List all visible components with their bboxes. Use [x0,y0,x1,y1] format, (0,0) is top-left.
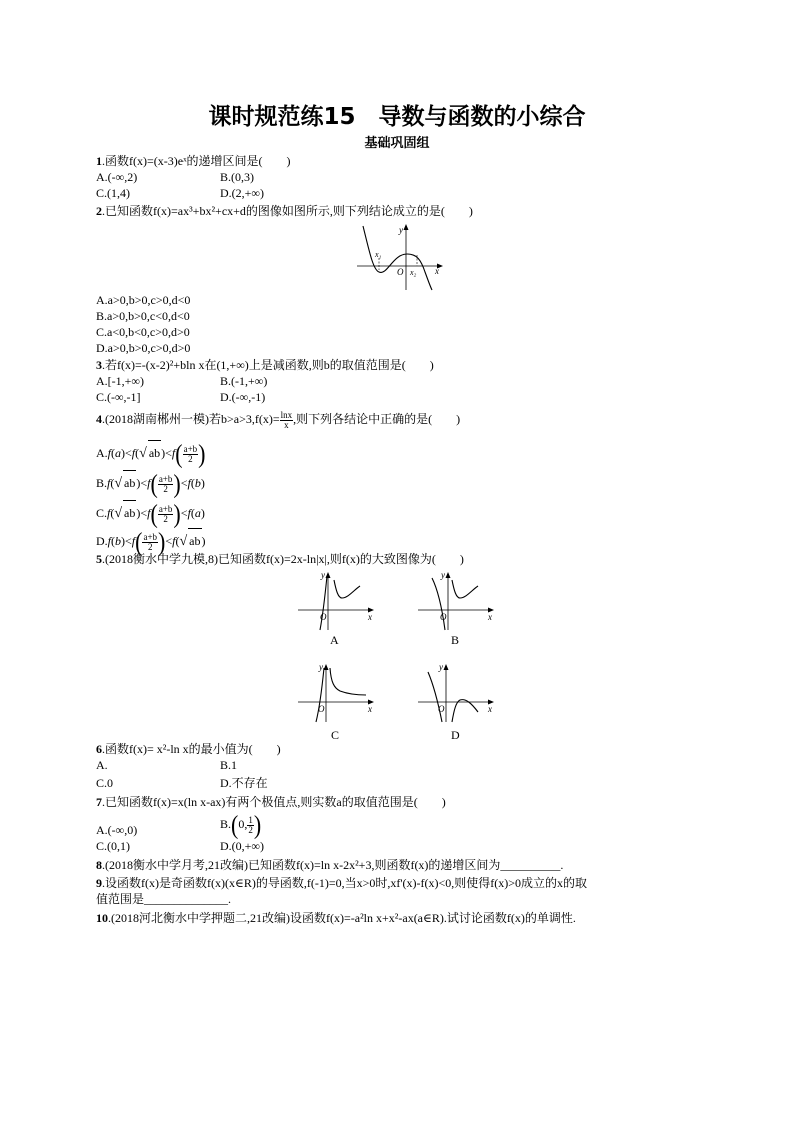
page-title: 课时规范练15 导数与函数的小综合 [208,104,586,130]
q6-option-a: A. [96,758,108,772]
axis-label-y: y [321,570,325,580]
fraction-lnx-over-x [280,411,294,430]
question-text: .若f(x)=-(x-2)²+bln x在(1,+∞)上是减函数,则b的取值范围是( ) [102,358,434,372]
question-7-stem [96,794,446,810]
question-6-stem [96,741,281,757]
graph-option-a [296,568,378,632]
question-text: .(2018衡水中学月考,21改编)已知函数f(x)=ln x-2x²+3,则函数f(x)的递增区间为__________. [102,858,564,872]
question-text: .函数f(x)= x²-ln x的最小值为( ) [102,742,281,756]
fraction-one-half: $\frac{1}{2}$ [248,814,253,835]
axis-label-y: y [399,225,403,235]
denominator: x [284,419,289,430]
q4-option-a: A.f(a)<f(√ ab)<f( $\frac{a+b}{2}$ ) [96,438,206,469]
q7-option-a: A.(-∞,0) [96,823,138,837]
x2-label: x₂ [410,268,417,277]
q3-option-b: B.(-1,+∞) [220,374,268,388]
q2-option-b: B.a>0,b>0,c<0,d<0 [96,309,190,323]
question-number: 5 [96,552,102,566]
option-label: B. [96,476,108,490]
question-10-stem [96,910,576,926]
q1-option-b: B.(0,3) [220,170,254,184]
question-text: .已知函数f(x)=x(ln x-ax)有两个极值点,则实数a的取值范围是( ) [102,795,446,809]
question-1-stem [96,153,291,169]
origin-label: O [440,612,447,622]
q4-option-c: C.f(√ ab)<f( $\frac{a+b}{2}$ )<f(a) [96,498,205,529]
question-text-end: ,则下列各结论中正确的是( ) [293,412,461,426]
axis-label-x: x [488,612,492,622]
sqrt-ab: ab [123,470,136,495]
question-4-stem [96,408,460,430]
sqrt-ab: ab [188,528,201,553]
question-number: 10 [96,911,108,925]
axis-label-y: y [319,662,323,672]
option-label: D. [96,534,108,548]
question-9-line2: 值范围是______________. [96,892,232,906]
graph-label-c: C [331,728,340,742]
axis-label-y: y [441,570,445,580]
graph-option-b [416,568,498,632]
graph-option-d [416,660,498,724]
q3-option-c: C.(-∞,-1] [96,390,141,404]
q7-option-b: B.(0, $\frac{1}{2}$ ) [220,809,262,840]
q6-option-c: C.0 [96,776,114,790]
question-number: 6 [96,742,102,756]
question-9-line1 [96,875,587,891]
origin-label: O [318,704,325,714]
question-number: 1 [96,154,102,168]
q7-option-d: D.(0,+∞) [220,839,264,853]
q2-option-a: A.a>0,b>0,c>0,d<0 [96,293,191,307]
sqrt-ab: ab [148,440,161,465]
q1-option-a: A.(-∞,2) [96,170,138,184]
question-2-stem [96,203,473,219]
q3-option-d: D.(-∞,-1) [220,390,266,404]
axis-label-y: y [439,662,443,672]
q4-option-b: B.f(√ ab)<f( $\frac{a+b}{2}$ )<f(b) [96,468,205,499]
option-label: A. [96,446,108,460]
q3-option-a: A.[-1,+∞) [96,374,144,388]
question-number: 7 [96,795,102,809]
q2-option-c: C.a<0,b<0,c>0,d>0 [96,325,190,339]
axis-label-x: x [435,266,439,276]
fraction-mean: $\frac{a+b}{2}$ [158,503,173,524]
q1-option-d: D.(2,+∞) [220,186,264,200]
question-number: 4 [96,412,102,426]
question-text: .设函数f(x)是奇函数f(x)(x∈R)的导函数,f(-1)=0,当x>0时,xf'(x)-f(x)<0,则使得f(x)>0成立的x的取 [102,876,588,890]
question-number: 3 [96,358,102,372]
axis-label-x: x [368,704,372,714]
question-text: .函数f(x)=(x-3)eˣ的递增区间是( ) [102,154,291,168]
question-number: 8 [96,858,102,872]
graph-label-a: A [330,633,339,647]
x1-label: x₁ [375,250,382,259]
question-3-stem [96,357,434,373]
q7-option-c: C.(0,1) [96,839,130,853]
origin-label: O [397,267,404,277]
question-5-stem [96,551,464,567]
fraction-mean: $\frac{a+b}{2}$ [143,531,158,552]
question-number: 2 [96,204,102,218]
origin-label: O [320,612,327,622]
sqrt-ab: ab [123,500,136,525]
q6-option-b: B.1 [220,758,238,772]
question-text: .(2018湖南郴州一模)若b>a>3,f(x)= [102,412,280,426]
graph-option-c [296,660,378,724]
interval-start: 0, [238,817,248,831]
numerator: lnx [280,409,293,420]
q4-option-d: D.f(b)<f( $\frac{a+b}{2}$ )<f(√ ab) [96,526,206,557]
graph-label-d: D [451,728,460,742]
q1-option-c: C.(1,4) [96,186,130,200]
option-label: C. [96,506,108,520]
question-text: .(2018河北衡水中学押题二,21改编)设函数f(x)=-a²ln x+x²-ax(a∈R).试讨论函数f(x)的单调性. [108,911,576,925]
q2-option-d: D.a>0,b>0,c>0,d>0 [96,341,191,355]
graph-label-b: B [451,633,460,647]
question-text: .已知函数f(x)=ax³+bx²+cx+d的图像如图所示,则下列结论成立的是( ) [102,204,473,218]
axis-label-x: x [488,704,492,714]
fraction-mean: $\frac{a+b}{2}$ [158,473,173,494]
origin-label: O [438,704,445,714]
option-label: B. [220,817,232,831]
axis-label-x: x [368,612,372,622]
q6-option-d: D.不存在 [220,776,268,790]
question-number: 9 [96,876,102,890]
section-subtitle: 基础巩固组 [364,136,430,151]
cubic-function-graph [355,220,445,292]
fraction-mean: $\frac{a+b}{2}$ [183,443,198,464]
question-8-stem [96,857,563,873]
question-text: .(2018衡水中学九模,8)已知函数f(x)=2x-ln|x|,则f(x)的大致图像为( ) [102,552,464,566]
